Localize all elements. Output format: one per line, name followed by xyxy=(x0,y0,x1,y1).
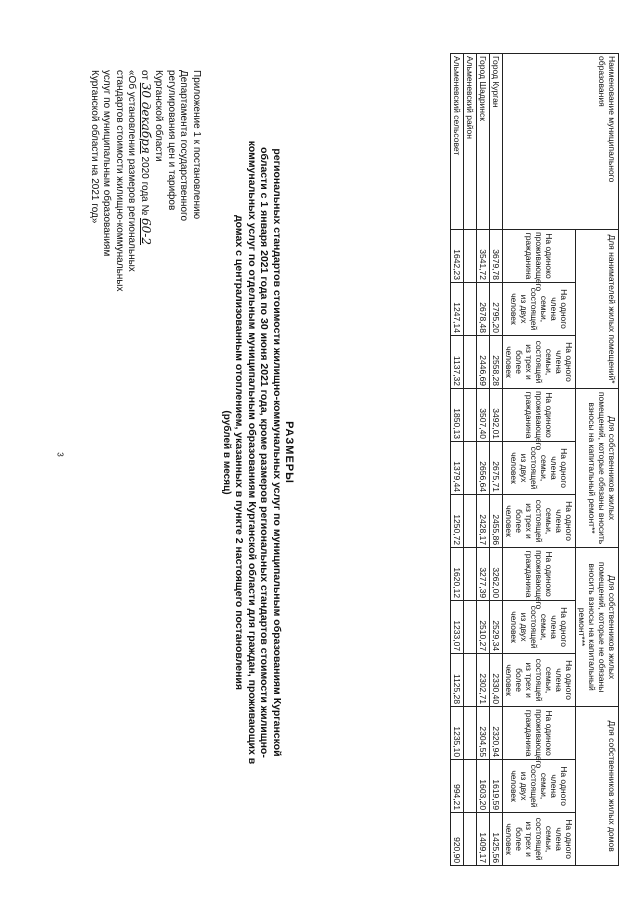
value-cell: 1247,14 xyxy=(451,283,464,336)
table-header-row xyxy=(576,54,619,866)
appendix-title-line: «Об установлении размеров региональных xyxy=(126,70,138,272)
value-cell: 2678,48 xyxy=(477,283,490,336)
appendix-line: Курганской области xyxy=(153,70,165,162)
value-cell: 2428,17 xyxy=(477,495,490,548)
heading-title: РАЗМЕРЫ xyxy=(283,421,295,484)
row-name-cell: Город Шадринск xyxy=(477,54,490,230)
subheader-two: На одного члена семьи, состоящей из двух человек xyxy=(503,283,576,336)
table-row xyxy=(490,54,503,866)
row-name-cell: Альменевский сельсовет xyxy=(451,54,464,230)
value-cell: 920,90 xyxy=(451,813,464,866)
row-name-cell: Город Курган xyxy=(490,54,503,230)
value-cell xyxy=(464,813,477,866)
value-cell: 2446,69 xyxy=(477,336,490,389)
value-cell: 2320,94 xyxy=(490,707,503,760)
value-cell: 2656,64 xyxy=(477,442,490,495)
handwritten-date: 30 декабря xyxy=(139,82,153,154)
value-cell: 1850,13 xyxy=(451,389,464,442)
value-cell xyxy=(464,389,477,442)
group-header-house-owners: Для собственников жилых домов xyxy=(576,707,619,866)
date-year: 2020 года № xyxy=(139,156,150,216)
group-header-tenants: Для нанимателей жилых помещений* xyxy=(576,230,619,389)
value-cell: 2510,27 xyxy=(477,601,490,654)
value-cell: 1125,28 xyxy=(451,654,464,707)
subheader-two: На одного члена семьи, состоящей из двух человек xyxy=(503,442,576,495)
value-cell: 1137,32 xyxy=(451,336,464,389)
document-heading xyxy=(221,0,295,905)
subheader-single: На одиноко проживающего гражданина xyxy=(503,707,576,760)
table-row xyxy=(451,54,464,866)
value-cell: 1619,59 xyxy=(490,760,503,813)
value-cell: 2529,34 xyxy=(490,601,503,654)
value-cell xyxy=(464,707,477,760)
appendix-date-line xyxy=(138,70,153,390)
heading-line: коммунальных услуг по отдельным муниципальным образованиям Курганской области для граждан, проживающих в xyxy=(246,140,258,765)
subheader-two: На одного члена семьи, состоящей из двух человек xyxy=(503,760,576,813)
table-row xyxy=(477,54,490,866)
subheader-three: На одного члена семьи, состоящей из трех и более человек xyxy=(503,813,576,866)
value-cell: 3507,40 xyxy=(477,389,490,442)
value-cell xyxy=(464,495,477,548)
group-header-owners-with-repair-fee: Для собственников жилых помещений, которые обязаны вносить взносы на капитальный ремонт** xyxy=(576,389,619,548)
rates-table-body xyxy=(451,54,503,866)
appendix-title-line: стандартов стоимости жилищно-коммунальных xyxy=(114,70,125,292)
value-cell xyxy=(464,760,477,813)
subheader-three: На одного члена семьи, состоящей из трех и более человек xyxy=(503,336,576,389)
value-cell: 1233,07 xyxy=(451,601,464,654)
appendix-note xyxy=(88,70,203,390)
subheader-single: На одиноко проживающего гражданина xyxy=(503,548,576,601)
value-cell xyxy=(464,283,477,336)
value-cell: 994,21 xyxy=(451,760,464,813)
value-cell: 2302,71 xyxy=(477,654,490,707)
heading-line: региональных стандартов стоимости жилищно-коммунальных услуг по муниципальным образованиям Курганской xyxy=(271,148,283,757)
value-cell xyxy=(464,230,477,283)
rates-table xyxy=(450,53,619,866)
value-cell: 1642,23 xyxy=(451,230,464,283)
value-cell xyxy=(464,442,477,495)
value-cell: 3541,72 xyxy=(477,230,490,283)
row-name-cell: Альменевский район xyxy=(464,54,477,230)
subheader-two: На одного члена семьи, состоящей из двух человек xyxy=(503,601,576,654)
subheader-single: На одиноко проживающего гражданина xyxy=(503,389,576,442)
value-cell: 1409,17 xyxy=(477,813,490,866)
value-cell: 3277,39 xyxy=(477,548,490,601)
value-cell: 3679,78 xyxy=(490,230,503,283)
appendix-line: Приложение 1 к постановлению xyxy=(191,70,202,220)
value-cell xyxy=(464,601,477,654)
value-cell xyxy=(464,548,477,601)
value-cell: 2795,20 xyxy=(490,283,503,336)
subheader-three: На одного члена семьи, состоящей из трех и более человек xyxy=(503,495,576,548)
value-cell: 1620,12 xyxy=(451,548,464,601)
appendix-title-line: Курганской области на 2021 год» xyxy=(89,70,100,224)
subheader-single: На одиноко проживающего гражданина xyxy=(503,230,576,283)
value-cell: 2455,86 xyxy=(490,495,503,548)
table-row xyxy=(464,54,477,866)
group-header-owners-without-repair-fee: Для собственников жилых помещений, которые не обязаны вносить взносы на капитальный ремонт*** xyxy=(576,548,619,707)
page-number: 3 xyxy=(55,452,65,457)
value-cell: 1425,56 xyxy=(490,813,503,866)
value-cell: 2558,28 xyxy=(490,336,503,389)
value-cell: 2330,40 xyxy=(490,654,503,707)
appendix-line: Департамента государственного xyxy=(178,70,190,222)
handwritten-number: 60-2 xyxy=(139,218,153,245)
heading-line: домах с централизованным отоплением, указанных в пункте 2 настоящего постановления xyxy=(233,214,246,691)
heading-line: области с 1 января 2021 года по 30 июня 2021 года, кроме размеров региональных стандартов стоимости жилищно- xyxy=(258,147,271,758)
value-cell xyxy=(464,654,477,707)
value-cell xyxy=(464,336,477,389)
value-cell: 3492,01 xyxy=(490,389,503,442)
subheader-three: На одного члена семьи, состоящей из трех и более человек xyxy=(503,654,576,707)
name-column-header: Наименование муниципального образования xyxy=(503,54,619,230)
appendix-title-line: услуг по муниципальным образованиям xyxy=(101,70,113,257)
date-prefix: от xyxy=(139,70,150,80)
value-cell: 2675,71 xyxy=(490,442,503,495)
value-cell: 1235,10 xyxy=(451,707,464,760)
value-cell: 1603,20 xyxy=(477,760,490,813)
value-cell: 2304,55 xyxy=(477,707,490,760)
appendix-line: регулирования цен и тарифов xyxy=(166,70,177,211)
value-cell: 1250,72 xyxy=(451,495,464,548)
heading-unit: (рублей в месяц) xyxy=(221,410,232,495)
value-cell: 1379,44 xyxy=(451,442,464,495)
value-cell: 3262,00 xyxy=(490,548,503,601)
